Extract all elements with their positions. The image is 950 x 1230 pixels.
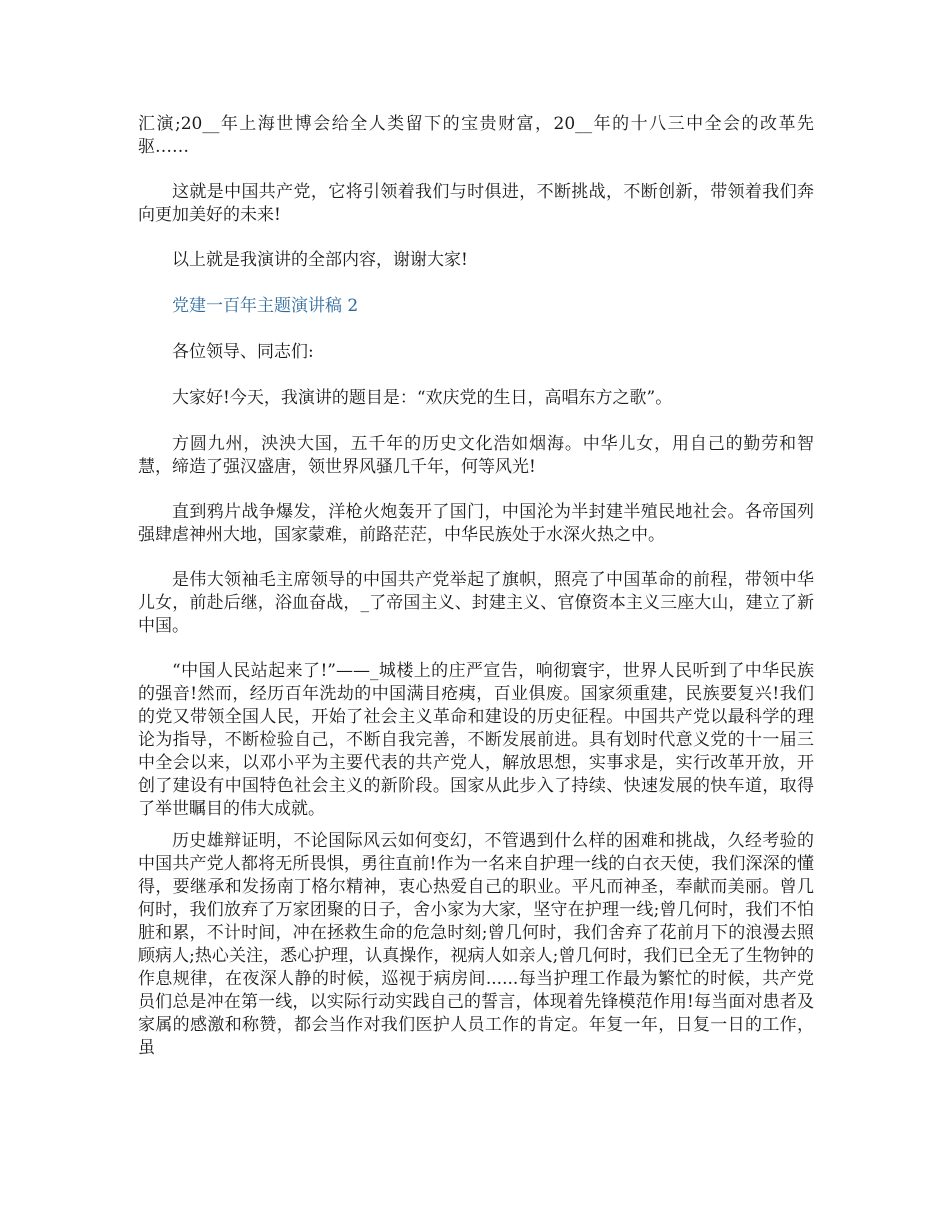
paragraph-opium-war: 直到鸦片战争爆发，洋枪火炮轰开了国门，中国沦为半封建半殖民地社会。各帝国列强肆虐神州大地，国家蒙难，前路茫茫，中华民族处于水深火热之中。 [138, 502, 814, 545]
paragraph-new-china: 是伟大领袖毛主席领导的中国共产党举起了旗帜，照亮了中国革命的前程，带领中华儿女，前赴后继，浴血奋战，_了帝国主义、封建主义、官僚资本主义三座大山，建立了新中国。 [138, 570, 814, 636]
paragraph-closing-statement: 这就是中国共产党，它将引领着我们与时俱进，不断挑战，不断创新，带领着我们奔向更加美好的未来! [138, 182, 814, 225]
paragraph-nursing: 历史雄辩证明，不论国际风云如何变幻，不管遇到什么样的困难和挑战，久经考验的中国共产党人都将无所畏惧，勇往直前!作为一名来自护理一线的白衣天使，我们深深的懂得，要继承和发扬南丁格尔精神，衷心热爱自己的职业。平凡而神圣，奉献而美丽。曾几何时，我们放弃了万家团聚的日子，舍小家为大家，坚守在护理一线;曾几何时，我们不怕脏和累，不计时间，冲在拯救生命的危急时刻;曾几何时，我们舍弃了花前月下的浪漫去照顾病人;热心关注，悉心护理，认真操作，视病人如亲人;曾几何时，我们已全无了生物钟的作息规律，在夜深人静的时候，巡视于病房间......每当护理工作最为繁忙的时候，共产党员们总是冲在第一线，以实际行动实践自己的誓言，体现着先锋模范作用!每当面对患者及家属的感激和称赞，都会当作对我们医护人员工作的肯定。年复一年，日复一日的工作，虽 [138, 831, 814, 1058]
paragraph-continuation: 汇演;20__年上海世博会给全人类留下的宝贵财富，20__年的十八三中全会的改革先驱…… [138, 114, 814, 157]
paragraph-salutation: 各位领导、同志们: [172, 342, 314, 362]
paragraph-reform: “中国人民站起来了!”——_城楼上的庄严宣告，响彻寰宇，世界人民听到了中华民族的强音!然而，经历百年洗劫的中国满目疮痍，百业俱废。国家须重建，民族要复兴!我们的党又带领全国人民，开始了社会主义革命和建设的历史征程。中国共产党以最科学的理论为指导，不断检验自己，不断自我完善，不断发展前进。具有划时代意义党的十一届三中全会以来，以邓小平为主要代表的共产党人，解放思想，实事求是，实行改革开放，开创了建设有中国特色社会主义的新阶段。国家从此步入了持续、快速发展的快车道，取得了举世瞩目的伟大成就。 [138, 661, 814, 819]
paragraph-thanks: 以上就是我演讲的全部内容，谢谢大家! [172, 250, 468, 270]
section-heading-link[interactable]: 党建一百年主题演讲稿 2 [172, 296, 359, 316]
paragraph-greeting: 大家好!今天，我演讲的题目是：“欢庆党的生日，高唱东方之歌”。 [172, 388, 673, 408]
paragraph-history: 方圆九州，泱泱大国，五千年的历史文化浩如烟海。中华儿女，用自己的勤劳和智慧，缔造了强汉盛唐，领世界风骚几千年，何等风光! [138, 434, 814, 477]
